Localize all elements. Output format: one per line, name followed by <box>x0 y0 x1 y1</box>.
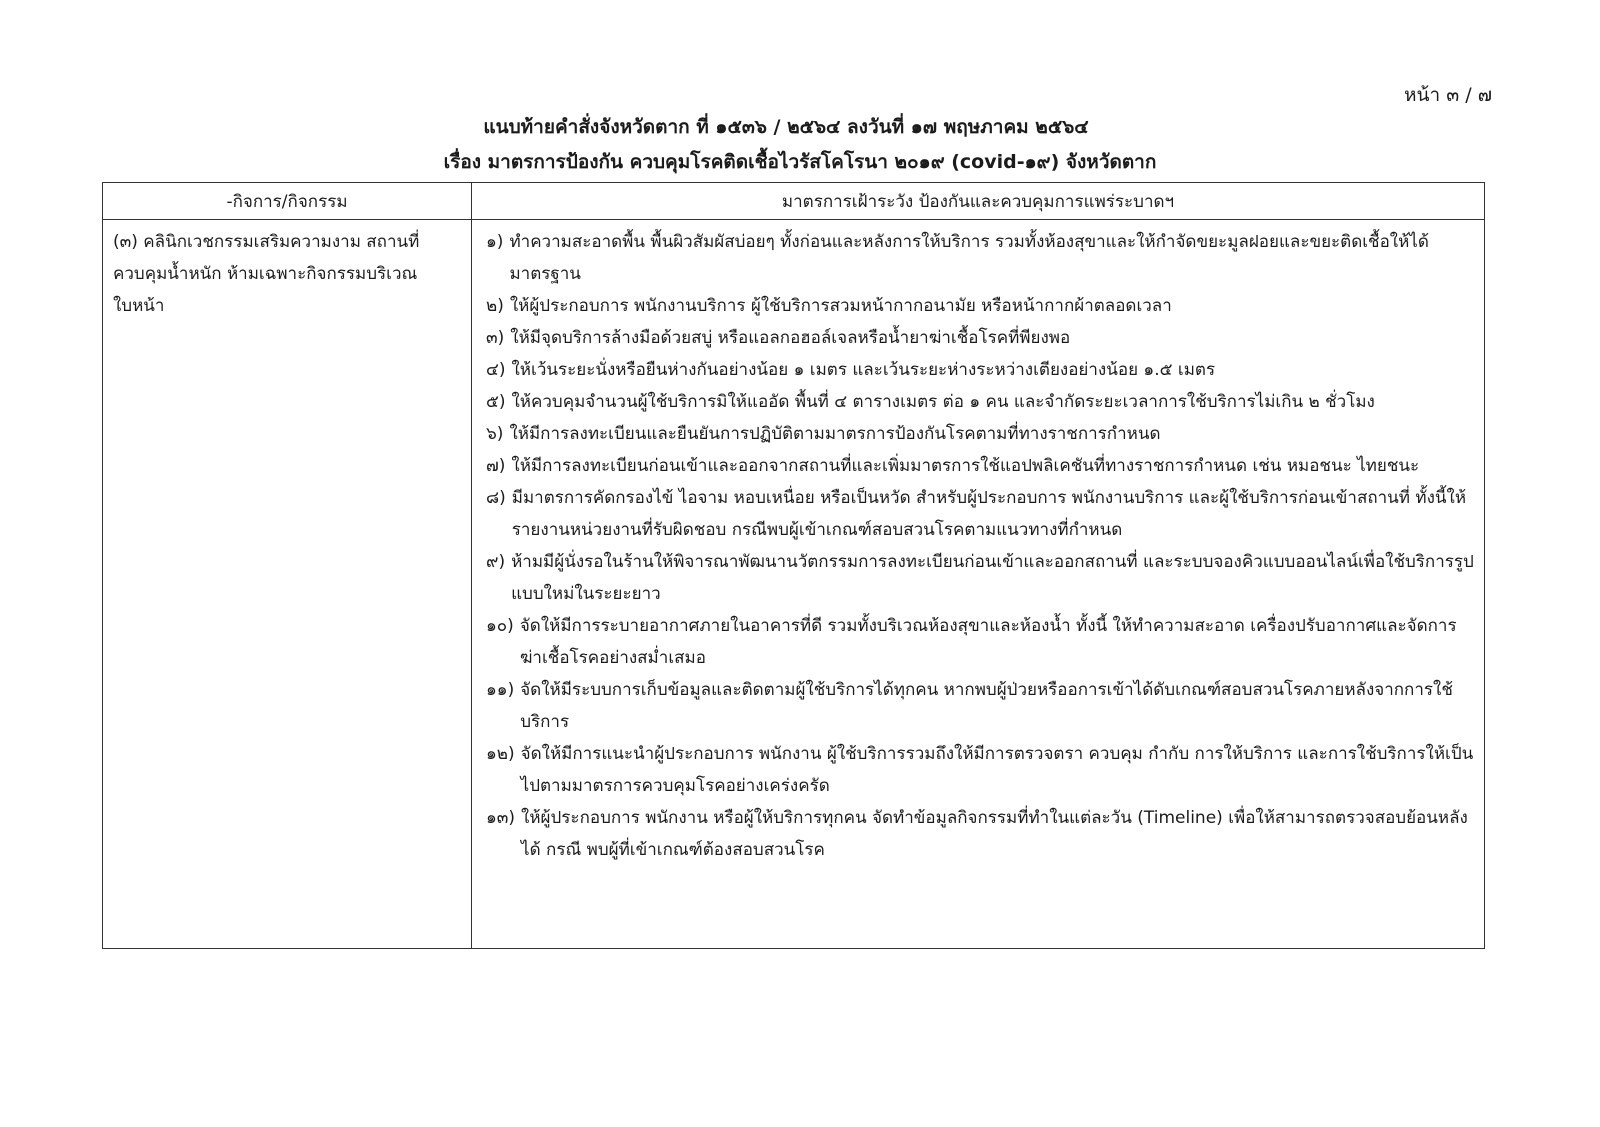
item-text: จัดให้มีการแนะนำผู้ประกอบการ พนักงาน ผู้ใช้บริการรวมถึงให้มีการตรวจตรา ควบคุม กำกับ การให้บริการ และการใช้บริการให้เป็นไปตามมาตรการควบคุมโรคอย่างเคร่งครัด <box>520 744 1474 796</box>
item-text: ให้มีจุดบริการล้างมือด้วยสบู่ หรือแอลกอฮอล์เจลหรือน้ำยาฆ่าเชื้อโรคที่พียงพอ <box>510 328 1071 348</box>
list-item <box>486 610 1478 674</box>
measures-table <box>102 182 1485 949</box>
list-item <box>486 738 1478 802</box>
item-text: จัดให้มีระบบการเก็บข้อมูลและติดตามผู้ใช้บริการได้ทุกคน หากพบผู้ป่วยหรืออการเข้าได้ดับเกณฑ์สอบสวนโรคภายหลังจากการใช้บริการ <box>520 680 1453 732</box>
activity-cell: (๓) คลินิกเวชกรรมเสริมความงาม สถานที่ควบคุมน้ำหนัก ห้ามเฉพาะกิจกรรมบริเวณใบหน้า <box>103 220 472 949</box>
order-reference-title: แนบท้ายคำสั่งจังหวัดตาก ที่ ๑๕๓๖ / ๒๕๖๔ ลงวันที่ ๑๗ พฤษภาคม ๒๕๖๔ <box>483 116 1089 138</box>
item-text: ให้มีการลงทะเบียนและยืนยันการปฏิบัติตามมาตรการป้องกันโรคตามที่ทางราชการกำหนด <box>509 424 1161 444</box>
item-text: จัดให้มีการระบายอากาศภายในอาคารที่ดี รวมทั้งบริเวณห้องสุขาและห้องน้ำ ทั้งนี้ ให้ทำความสะอาด เครื่องปรับอากาศและจัดการฆ่าเชื้อโรคอย่างสม่ำเสมอ <box>519 616 1457 668</box>
list-item <box>486 386 1478 418</box>
measures-column-header: มาตรการเฝ้าระวัง ป้องกันและควบคุมการแพร่ระบาดฯ <box>472 183 1485 220</box>
item-text: ให้เว้นระยะนั่งหรือยืนห่างกันอย่างน้อย ๑ เมตร และเว้นระยะห่างระหว่างเตียงอย่างน้อย ๑.๕ เมตร <box>511 360 1216 380</box>
item-text: ทำความสะอาดพื้น พื้นผิวสัมผัสบ่อยๆ ทั้งก่อนและหลังการให้บริการ รวมทั้งห้องสุขาและให้กำจัดขยะมูลฝอยและขยะติดเชื้อให้ได้มาตรฐาน <box>509 232 1429 284</box>
measures-cell <box>472 220 1485 949</box>
item-text: มีมาตรการคัดกรองไข้ ไอจาม หอบเหนื่อย หรือเป็นหวัด สำหรับผู้ประกอบการ พนักงานบริการ และผู้ใช้บริการก่อนเข้าสถานที่ ทั้งนี้ให้รายงานหน่วยงานที่รับผิดชอบ กรณีพบผู้เข้าเกณฑ์สอบสวนโรคตามแนวทางที่กำหนด <box>511 488 1467 540</box>
item-number: ๒) <box>486 296 504 316</box>
list-item <box>486 226 1478 290</box>
item-number: ๑๒) <box>486 744 515 764</box>
item-text: ห้ามมีผู้นั่งรอในร้านให้พิจารณาพัฒนานวัตกรรมการลงทะเบียนก่อนเข้าและออกสถานที่ และระบบจองคิวแบบออนไลน์เพื่อใช้บริการรูปแบบใหม่ในระยะยาว <box>511 552 1474 604</box>
list-item <box>486 290 1478 322</box>
item-number: ๖) <box>486 424 504 444</box>
page-number: หน้า ๓ / ๗ <box>1404 84 1492 106</box>
item-number: ๑๓) <box>486 808 516 828</box>
list-item <box>486 674 1478 738</box>
item-number: ๙) <box>486 552 506 572</box>
item-number: ๕) <box>486 392 506 412</box>
list-item <box>486 802 1478 866</box>
table-header-row <box>103 183 1485 220</box>
activity-column-header: -กิจการ/กิจกรรม <box>103 183 472 220</box>
order-subject-title: เรื่อง มาตรการป้องกัน ควบคุมโรคติดเชื้อไวรัสโคโรนา ๒๐๑๙ (covid-๑๙) จังหวัดตาก <box>443 151 1157 173</box>
item-number: ๘) <box>486 488 506 508</box>
list-item <box>486 546 1478 610</box>
list-item <box>486 482 1478 546</box>
item-number: ๑๐) <box>486 616 514 636</box>
list-item <box>486 322 1478 354</box>
item-number: ๗) <box>486 456 506 476</box>
item-text: ให้ผู้ประกอบการ พนักงาน หรือผู้ให้บริการทุกคน จัดทำข้อมูลกิจกรรมที่ทำในแต่ละวัน (Timeline) เพื่อให้สามารถตรวจสอบย้อนหลังได้ กรณี พบผู้ที่เข้าเกณฑ์ต้องสอบสวนโรค <box>521 808 1468 860</box>
item-number: ๑๑) <box>486 680 515 700</box>
list-item <box>486 418 1478 450</box>
table-row <box>103 220 1485 949</box>
item-text: ให้ผู้ประกอบการ พนักงานบริการ ผู้ใช้บริการสวมหน้ากากอนามัย หรือหน้ากากผ้าตลอดเวลา <box>509 296 1172 316</box>
item-number: ๓) <box>486 328 505 348</box>
item-text: ให้มีการลงทะเบียนก่อนเข้าและออกจากสถานที่และเพิ่มมาตรการใช้แอปพลิเคชันที่ทางราชการกำหนด เช่น หมอชนะ ไทยชนะ <box>511 456 1420 476</box>
item-number: ๑) <box>486 232 504 252</box>
item-text: ให้ควบคุมจำนวนผู้ใช้บริการมิให้แออัด พื้นที่ ๔ ตารางเมตร ต่อ ๑ คน และจำกัดระยะเวลาการใช้บริการไม่เกิน ๒ ชั่วโมง <box>511 392 1375 412</box>
list-item <box>486 450 1478 482</box>
list-item <box>486 354 1478 386</box>
item-number: ๔) <box>486 360 506 380</box>
